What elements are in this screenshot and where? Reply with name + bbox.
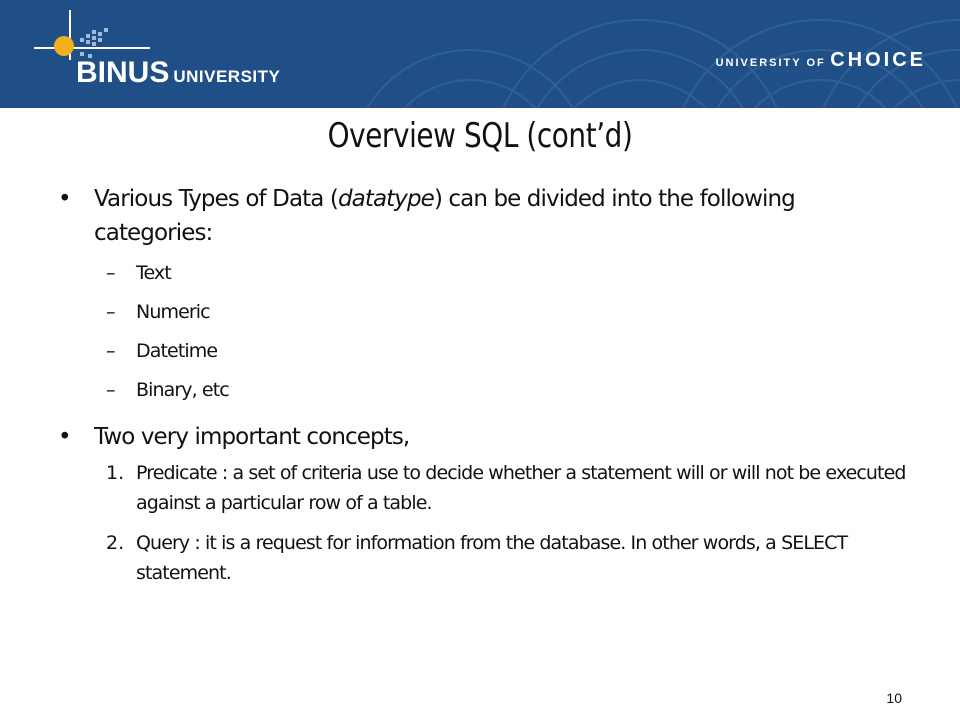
dash-icon: – [106,301,116,323]
slide-title: Overview SQL (cont’d) [327,116,633,156]
brand-main: BINUS [76,56,170,89]
list-item-text: Predicate : a set of criteria use to decide whether a statement will or will not be executed against a particular row of a table. [136,462,906,514]
list-item [106,458,918,518]
bullet-text-before: Various Types of Data ( [94,186,338,212]
bullet-concepts [58,420,918,454]
bullet-text-after: ) can be divided into the following categories: [94,186,795,246]
header-banner [0,0,960,108]
bullet-concepts-text: Two very important concepts, [94,424,410,450]
list-item [106,371,918,410]
list-item-text: Binary, etc [136,379,229,401]
dash-icon: – [106,340,116,362]
bullet-datatypes [58,182,918,250]
list-item [106,528,918,588]
list-item-text: Datetime [136,340,218,362]
list-item [106,332,918,371]
list-item-text: Query : it is a request for information from the database. In other words, a SELECT statement. [136,532,848,584]
tagline [716,49,926,72]
bullet-text-italic: datatype [337,186,434,212]
brand-wordmark [76,56,280,90]
list-item-text: Text [136,262,171,284]
bullet-datatypes-text [94,186,795,246]
brand-sub: UNIVERSITY [173,67,281,86]
dash-icon: – [106,379,116,401]
bullet-dot-icon: • [58,186,72,212]
tagline-prefix: UNIVERSITY OF [715,57,826,69]
list-item [106,254,918,293]
page-number: 10 [886,690,902,706]
list-item [106,293,918,332]
slide-body [58,182,918,598]
list-number: 1. [106,462,125,484]
dash-icon: – [106,262,116,284]
list-item-text: Numeric [136,301,210,323]
list-number: 2. [106,532,125,554]
concepts-list [106,458,918,588]
bullet-dot-icon: • [58,424,72,450]
datatype-list [106,254,918,410]
tagline-main: CHOICE [830,49,926,71]
